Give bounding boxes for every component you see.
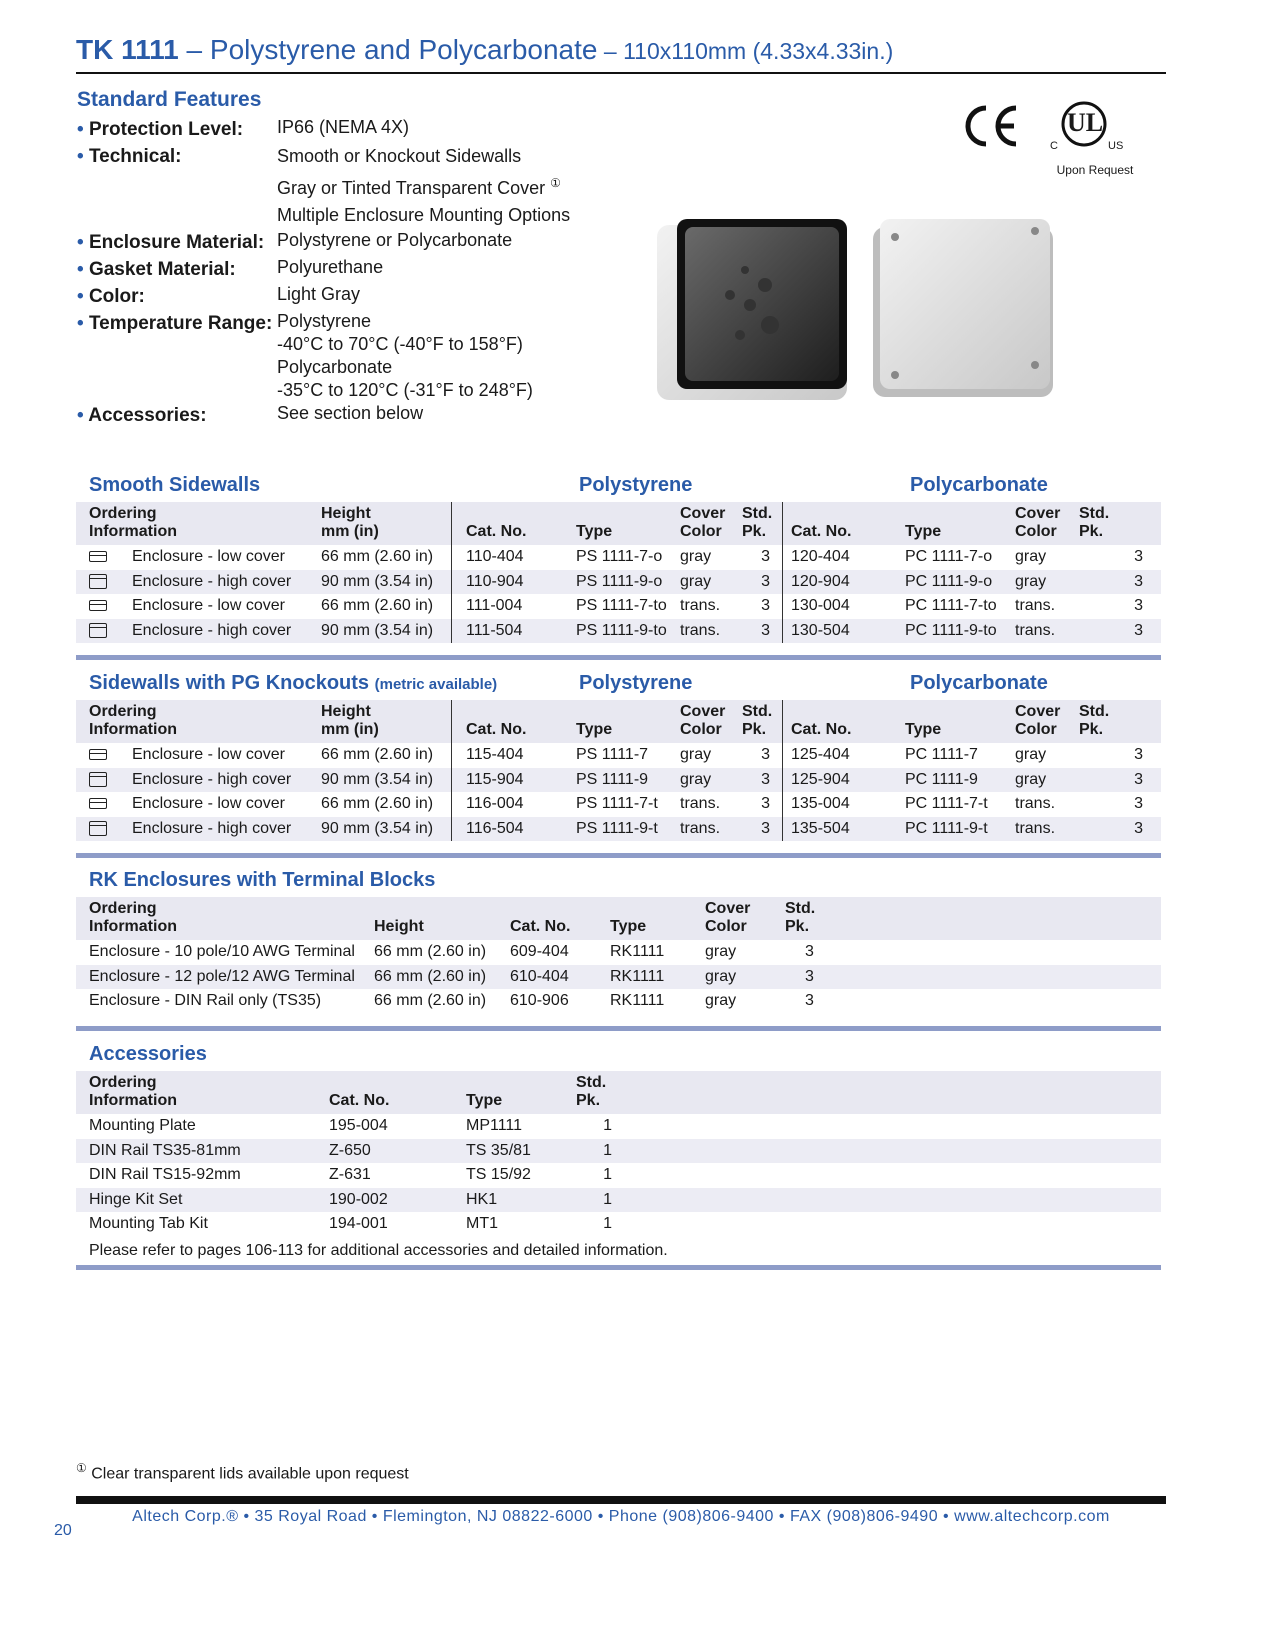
cat-no: 194-001 xyxy=(329,1215,388,1232)
pg-knockouts-title xyxy=(89,672,497,695)
table-row xyxy=(76,1139,1161,1164)
pc-type: PC 1111-7-t xyxy=(905,795,988,812)
height: 90 mm (3.54 in) xyxy=(321,570,452,595)
table-row xyxy=(76,570,1161,595)
feature-value-line: Light Gray xyxy=(277,284,361,304)
col-cat-no: Cat. No. xyxy=(466,721,527,738)
col-height: Height mm (in) xyxy=(321,502,452,545)
pg-knockouts-table xyxy=(76,700,1161,841)
feature-value-line: Polystyrene or Polycarbonate xyxy=(277,230,513,250)
ps-std-pk: 3 xyxy=(742,594,783,619)
type: HK1 xyxy=(466,1190,498,1208)
pc-cover-color: trans. xyxy=(1015,621,1056,639)
col-ordering: Ordering Information xyxy=(89,703,177,738)
col-cat-no: Cat. No. xyxy=(791,523,852,540)
ps-cover-color: gray xyxy=(680,746,712,763)
ps-cover-color: trans. xyxy=(680,795,721,812)
feature-label: • Accessories: xyxy=(77,405,207,426)
ps-cat-no: 110-404 xyxy=(466,548,524,565)
col-std-pk: Std. Pk. xyxy=(576,1074,607,1109)
ps-cat-no: 115-404 xyxy=(466,746,524,763)
cat-no: 190-002 xyxy=(329,1190,388,1208)
col-cat-no: Cat. No. xyxy=(791,721,852,738)
ordering-info: Enclosure - high cover xyxy=(76,619,321,644)
spacer xyxy=(616,1139,1161,1164)
title-subtitle: Polystyrene and Polycarbonate xyxy=(209,34,598,65)
feature-label: • Color: xyxy=(77,286,145,307)
ps-type: PS 1111-7 xyxy=(576,746,649,763)
ps-std-pk: 3 xyxy=(742,570,783,595)
section-rule xyxy=(76,1026,1161,1031)
pg-knockouts-title-note: (metric available) xyxy=(374,676,498,693)
polycarbonate-group-label: Polycarbonate xyxy=(910,474,1048,496)
std-pk: 3 xyxy=(805,992,814,1009)
ordering-info: Enclosure - 10 pole/10 AWG Terminal xyxy=(89,943,355,960)
spacer xyxy=(835,965,1161,990)
col-cover-color: Cover Color xyxy=(1015,505,1061,540)
std-pk: 1 xyxy=(603,1215,612,1232)
ps-std-pk: 3 xyxy=(742,743,783,768)
feature-value-line: Multiple Enclosure Mounting Options xyxy=(277,205,571,225)
height: 66 mm (2.60 in) xyxy=(321,545,452,570)
height: 66 mm (2.60 in) xyxy=(374,967,487,985)
std-pk: 3 xyxy=(805,943,814,960)
cat-no: Z-650 xyxy=(329,1141,371,1159)
feature-label: • Technical: xyxy=(77,146,182,167)
col-type: Type xyxy=(905,721,942,738)
bullet-icon: • xyxy=(77,286,84,307)
type: MP1111 xyxy=(466,1117,523,1134)
part-number: TK 1111 xyxy=(76,34,179,65)
feature-value-line: -35°C to 120°C (-31°F to 248°F) xyxy=(277,380,533,400)
col-cat-no: Cat. No. xyxy=(466,523,527,540)
col-spacer xyxy=(616,1071,1161,1114)
ps-std-pk: 3 xyxy=(742,817,783,842)
ps-cat-no: 110-904 xyxy=(466,572,524,590)
feature-value xyxy=(277,283,360,310)
ps-std-pk: 3 xyxy=(742,792,783,817)
height: 66 mm (2.60 in) xyxy=(374,992,487,1009)
pc-cat-no: 135-004 xyxy=(791,795,850,812)
ps-type: PS 1111-9-t xyxy=(576,819,658,837)
height: 66 mm (2.60 in) xyxy=(321,594,452,619)
spacer xyxy=(616,1114,1161,1139)
height: 66 mm (2.60 in) xyxy=(374,943,487,960)
smooth-sidewalls-title: Smooth Sidewalls xyxy=(89,474,261,496)
type: TS 35/81 xyxy=(466,1141,531,1159)
spacer xyxy=(616,1212,1161,1237)
page-title xyxy=(76,34,893,66)
pc-std-pk: 3 xyxy=(1134,572,1143,590)
cat-no: 610-906 xyxy=(510,992,569,1009)
type: RK1111 xyxy=(610,992,665,1009)
col-std-pk: Std. Pk. xyxy=(785,900,816,935)
feature-label: • Enclosure Material: xyxy=(77,232,265,253)
enclosure-high-cover-icon xyxy=(89,772,107,787)
pc-cat-no: 135-504 xyxy=(791,819,850,837)
ps-cover-color: gray xyxy=(680,770,712,788)
bullet-icon: • xyxy=(77,232,84,253)
pc-cover-color: trans. xyxy=(1015,819,1056,837)
footer-address: Altech Corp.® • 35 Royal Road • Flemington, NJ 08822-6000 • Phone (908)806-9400 • FAX (908)806-9490 • www.altechcorp.com xyxy=(132,1508,1110,1525)
ps-cat-no: 115-904 xyxy=(466,770,524,788)
cat-no: 195-004 xyxy=(329,1117,388,1134)
pc-cover-color: gray xyxy=(1015,770,1047,788)
pc-cat-no: 120-404 xyxy=(791,548,850,565)
table-row xyxy=(76,594,1161,619)
ordering-info: Enclosure - high cover xyxy=(76,768,321,793)
enclosure-low-cover-icon xyxy=(89,749,107,760)
pg-knockouts-section xyxy=(76,672,1161,858)
ordering-info: Enclosure - 12 pole/12 AWG Terminal xyxy=(89,967,355,985)
feature-value xyxy=(277,143,570,229)
product-photo xyxy=(655,215,1075,405)
type: RK1111 xyxy=(610,967,665,985)
cat-no: Z-631 xyxy=(329,1166,371,1183)
ps-cat-no: 116-504 xyxy=(466,819,524,837)
cover-color: gray xyxy=(705,943,737,960)
page-number: 20 xyxy=(54,1522,72,1539)
feature-value-line: Polycarbonate xyxy=(277,357,393,377)
ps-type: PS 1111-9-o xyxy=(576,572,663,590)
section-rule xyxy=(76,853,1161,858)
cat-no: 609-404 xyxy=(510,943,569,960)
col-ordering: Ordering Information xyxy=(89,900,177,935)
pc-cover-color: trans. xyxy=(1015,597,1056,614)
footnote-text: Clear transparent lids available upon request xyxy=(91,1465,409,1483)
ordering-info: Mounting Tab Kit xyxy=(89,1215,208,1232)
title-dash-2: – xyxy=(597,38,624,64)
feature-row xyxy=(77,116,570,143)
polystyrene-group-label: Polystyrene xyxy=(579,474,693,496)
enclosure-high-cover-icon xyxy=(89,821,107,836)
height: 90 mm (3.54 in) xyxy=(321,768,452,793)
feature-value xyxy=(277,116,409,143)
footnote-mark: ① xyxy=(76,1461,87,1475)
feature-value-line: Polystyrene xyxy=(277,311,372,331)
features-heading: Standard Features xyxy=(77,88,262,111)
ordering-info: Mounting Plate xyxy=(89,1117,196,1134)
ps-cover-color: gray xyxy=(680,572,712,590)
ps-type: PS 1111-7-to xyxy=(576,597,667,614)
col-std-pk: Std. Pk. xyxy=(742,700,783,743)
table-row xyxy=(76,817,1161,842)
height: 66 mm (2.60 in) xyxy=(321,743,452,768)
feature-value-line: Polyurethane xyxy=(277,257,384,277)
accessories-title: Accessories xyxy=(89,1043,207,1065)
pc-std-pk: 3 xyxy=(1134,597,1143,614)
pc-type: PC 1111-7 xyxy=(905,746,978,763)
col-height: Height mm (in) xyxy=(321,700,452,743)
ps-cover-color: gray xyxy=(680,548,712,565)
cover-color: gray xyxy=(705,967,737,985)
ordering-info: Enclosure - high cover xyxy=(76,570,321,595)
type: TS 15/92 xyxy=(466,1166,531,1183)
section-rule xyxy=(76,1265,1161,1270)
pc-std-pk: 3 xyxy=(1134,548,1143,565)
height: 90 mm (3.54 in) xyxy=(321,817,452,842)
ps-std-pk: 3 xyxy=(742,619,783,644)
accessories-table xyxy=(76,1071,1161,1237)
footnote xyxy=(76,1461,409,1483)
spacer xyxy=(835,989,1161,1014)
ps-type: PS 1111-9 xyxy=(576,770,649,788)
pc-cat-no: 130-004 xyxy=(791,597,850,614)
pc-std-pk: 3 xyxy=(1134,746,1143,763)
std-pk: 1 xyxy=(603,1141,612,1159)
ce-mark-icon xyxy=(958,102,1022,150)
feature-label: • Temperature Range: xyxy=(77,313,273,334)
col-ordering: Ordering Information xyxy=(89,505,177,540)
ps-cover-color: trans. xyxy=(680,621,721,639)
std-pk: 1 xyxy=(603,1166,612,1183)
enclosure-low-cover-icon xyxy=(89,798,107,809)
pc-type: PC 1111-9-t xyxy=(905,819,988,837)
bullet-icon: • xyxy=(77,119,84,140)
pc-cover-color: trans. xyxy=(1015,795,1056,812)
ordering-info: Enclosure - low cover xyxy=(76,743,321,768)
col-type: Type xyxy=(905,523,942,540)
spacer xyxy=(616,1188,1161,1213)
table-row xyxy=(76,619,1161,644)
ps-cover-color: trans. xyxy=(680,597,721,614)
table-row xyxy=(76,1212,1161,1237)
type: RK1111 xyxy=(610,943,665,960)
ordering-info: DIN Rail TS35-81mm xyxy=(89,1141,241,1159)
accessories-note: Please refer to pages 106-113 for additional accessories and detailed information. xyxy=(89,1241,668,1259)
table-row xyxy=(76,1188,1161,1213)
footnote-mark: ① xyxy=(550,176,561,190)
col-height: Height xyxy=(374,918,424,935)
pc-cat-no: 125-904 xyxy=(791,770,850,788)
table-row xyxy=(76,545,1161,570)
col-cover-color: Cover Color xyxy=(1015,703,1061,738)
ul-logo-text: UL xyxy=(1067,108,1104,137)
col-cat-no: Cat. No. xyxy=(510,918,571,935)
title-rule xyxy=(76,72,1166,74)
ul-us-label: US xyxy=(1108,140,1124,152)
pc-cover-color: gray xyxy=(1015,548,1047,565)
ps-type: PS 1111-9-to xyxy=(576,621,667,639)
height: 90 mm (3.54 in) xyxy=(321,619,452,644)
col-type: Type xyxy=(610,918,647,935)
table-row xyxy=(76,792,1161,817)
section-rule xyxy=(76,655,1161,660)
feature-row xyxy=(77,283,570,310)
ul-mark-icon xyxy=(1050,100,1130,156)
ps-type: PS 1111-7-t xyxy=(576,795,658,812)
col-spacer xyxy=(835,897,1161,940)
feature-value-line: See section below xyxy=(277,403,424,423)
ps-type: PS 1111-7-o xyxy=(576,548,663,565)
std-pk: 1 xyxy=(603,1117,612,1134)
ps-cover-color: trans. xyxy=(680,819,721,837)
pc-cat-no: 130-504 xyxy=(791,621,850,639)
pc-type: PC 1111-7-o xyxy=(905,548,993,565)
ordering-info: Hinge Kit Set xyxy=(89,1190,183,1208)
pc-std-pk: 3 xyxy=(1134,770,1143,788)
pc-type: PC 1111-9-to xyxy=(905,621,997,639)
title-dash: – xyxy=(178,34,210,65)
feature-row xyxy=(77,310,570,402)
feature-row xyxy=(77,143,570,229)
footer-rule xyxy=(76,1496,1166,1504)
feature-row xyxy=(77,256,570,283)
feature-value-line: -40°C to 70°C (-40°F to 158°F) xyxy=(277,334,523,354)
ps-cat-no: 111-004 xyxy=(466,597,523,614)
table-row xyxy=(76,1114,1161,1139)
rk-enclosures-section xyxy=(76,869,1161,1031)
accessories-section xyxy=(76,1043,1161,1270)
pc-std-pk: 3 xyxy=(1134,819,1143,837)
type: MT1 xyxy=(466,1215,498,1232)
enclosure-high-cover-icon xyxy=(89,623,107,638)
col-std-pk: Std. Pk. xyxy=(742,502,783,545)
ordering-info: Enclosure - DIN Rail only (TS35) xyxy=(89,992,322,1009)
spacer xyxy=(835,940,1161,965)
col-cover-color: Cover Color xyxy=(680,703,726,738)
pc-cover-color: gray xyxy=(1015,572,1047,590)
feature-value xyxy=(277,402,423,429)
feature-row xyxy=(77,402,570,429)
table-row xyxy=(76,965,1161,990)
col-std-pk: Std. Pk. xyxy=(1079,703,1110,738)
bullet-icon: • xyxy=(77,146,84,167)
feature-row xyxy=(77,229,570,256)
ps-std-pk: 3 xyxy=(742,545,783,570)
polycarbonate-group-label: Polycarbonate xyxy=(910,672,1048,694)
ul-caption: Upon Request xyxy=(1056,163,1134,177)
ps-std-pk: 3 xyxy=(742,768,783,793)
ordering-info: Enclosure - high cover xyxy=(76,817,321,842)
polystyrene-group-label: Polystyrene xyxy=(579,672,693,694)
spacer xyxy=(616,1163,1161,1188)
bullet-icon: • xyxy=(77,259,84,280)
std-pk: 3 xyxy=(805,967,814,985)
table-row xyxy=(76,940,1161,965)
feature-value xyxy=(277,310,533,402)
pc-std-pk: 3 xyxy=(1134,795,1143,812)
ordering-info: DIN Rail TS15-92mm xyxy=(89,1166,241,1183)
rk-enclosures-table xyxy=(76,897,1161,1014)
ordering-info: Enclosure - low cover xyxy=(76,594,321,619)
col-cover-color: Cover Color xyxy=(705,900,751,935)
col-type: Type xyxy=(576,721,613,738)
rk-enclosures-title: RK Enclosures with Terminal Blocks xyxy=(89,869,436,891)
ul-c-label: C xyxy=(1050,140,1058,152)
feature-value xyxy=(277,256,383,283)
std-pk: 1 xyxy=(603,1190,612,1208)
smooth-sidewalls-section xyxy=(76,474,1161,660)
standard-features xyxy=(77,88,570,429)
enclosure-high-cover-icon xyxy=(89,574,107,589)
ps-cat-no: 116-004 xyxy=(466,795,524,812)
pc-type: PC 1111-9 xyxy=(905,770,978,788)
cover-color: gray xyxy=(705,992,737,1009)
title-dimensions: 110x110mm (4.33x4.33in.) xyxy=(623,38,894,64)
pc-cat-no: 125-404 xyxy=(791,746,850,763)
bullet-icon: • xyxy=(77,313,84,334)
table-row xyxy=(76,743,1161,768)
pg-knockouts-title-text: Sidewalls with PG Knockouts xyxy=(89,672,370,694)
feature-value-line: Gray or Tinted Transparent Cover ① xyxy=(277,176,561,198)
pc-cat-no: 120-904 xyxy=(791,572,850,590)
table-row xyxy=(76,1163,1161,1188)
feature-value-line: Smooth or Knockout Sidewalls xyxy=(277,146,522,166)
feature-value xyxy=(277,229,512,256)
table-row xyxy=(76,768,1161,793)
ps-cat-no: 111-504 xyxy=(466,621,523,639)
feature-label: • Protection Level: xyxy=(77,119,244,140)
enclosure-low-cover-icon xyxy=(89,551,107,562)
enclosure-low-cover-icon xyxy=(89,600,107,611)
col-std-pk: Std. Pk. xyxy=(1079,505,1110,540)
bullet-icon: • xyxy=(77,405,84,426)
col-type: Type xyxy=(466,1092,503,1109)
feature-label: • Gasket Material: xyxy=(77,259,236,280)
table-row xyxy=(76,989,1161,1014)
col-type: Type xyxy=(576,523,613,540)
pc-type: PC 1111-9-o xyxy=(905,572,993,590)
pc-std-pk: 3 xyxy=(1134,621,1143,639)
pc-cover-color: gray xyxy=(1015,746,1047,763)
col-cover-color: Cover Color xyxy=(680,505,726,540)
cat-no: 610-404 xyxy=(510,967,569,985)
col-ordering: Ordering Information xyxy=(89,1074,177,1109)
height: 66 mm (2.60 in) xyxy=(321,792,452,817)
col-cat-no: Cat. No. xyxy=(329,1092,390,1109)
smooth-sidewalls-table xyxy=(76,502,1161,643)
feature-value-line: IP66 (NEMA 4X) xyxy=(277,117,410,137)
ordering-info: Enclosure - low cover xyxy=(76,792,321,817)
pc-type: PC 1111-7-to xyxy=(905,597,997,614)
ordering-info: Enclosure - low cover xyxy=(76,545,321,570)
